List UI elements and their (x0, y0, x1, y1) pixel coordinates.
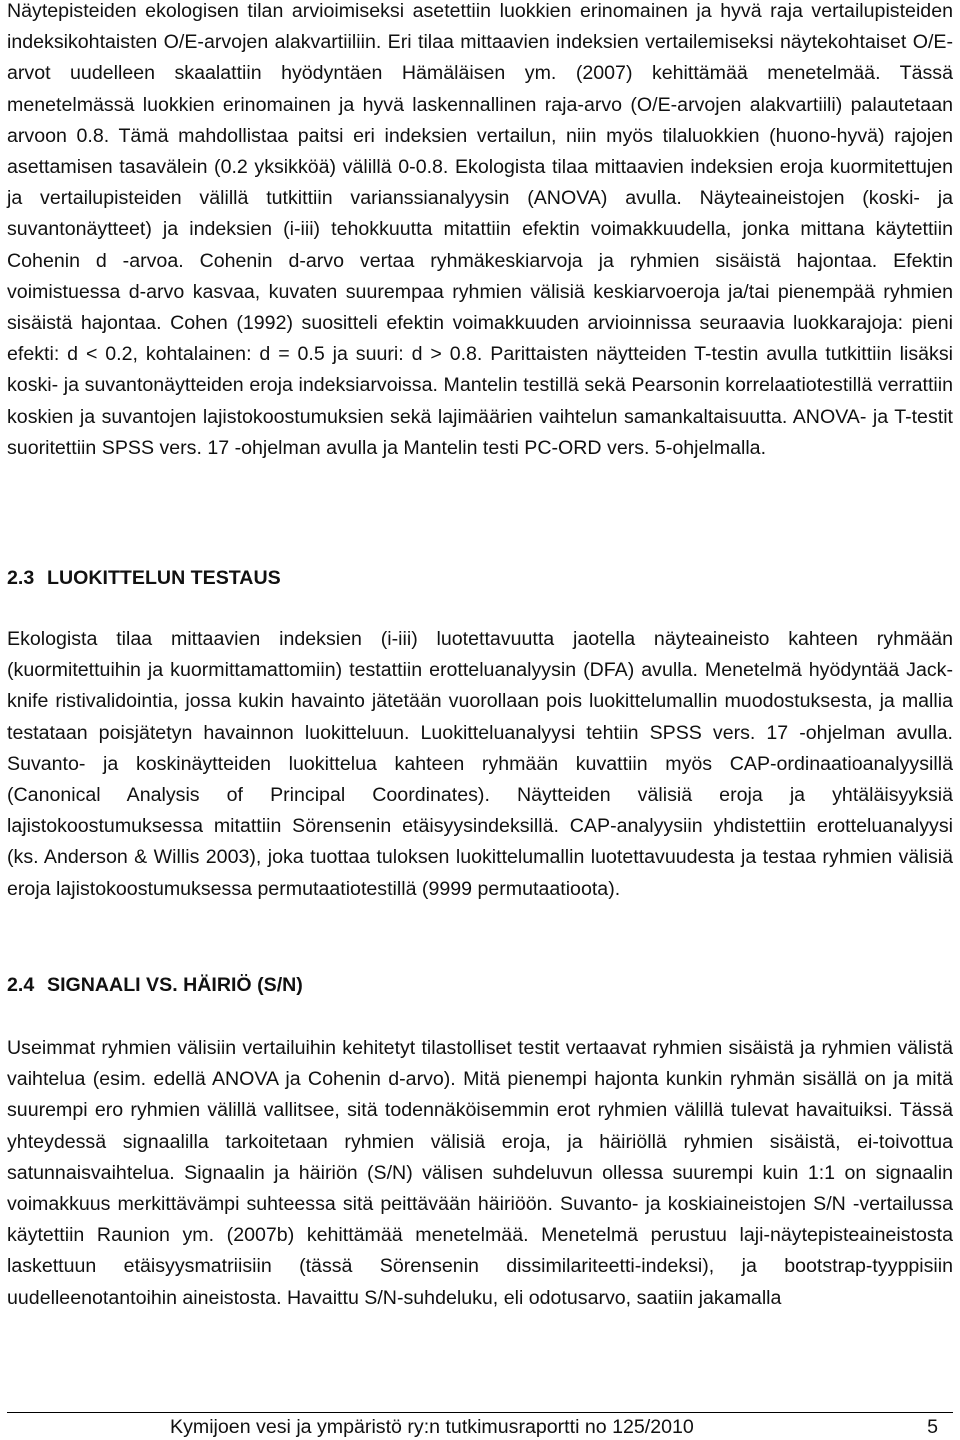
paragraph-signal-noise: Useimmat ryhmien välisiin vertailuihin kehitetyt tilastolliset testit vertaavat ryhmien sisäistä ja ryhmien välistä vaihtelua (esim. edellä ANOVA ja Cohenin d-arvo). Mitä pienempi hajonta kunkin ryhmän sisällä on ja mitä suurempi ero ryhmien välillä vallitsee, sitä todennäköisemmin erot ryhmien välillä tulevat havaituiksi. Tässä yhteydessä signaalilla tarkoitetaan ryhmien välisiä eroja, ja häiriöllä ryhmien sisäistä, ei-toivottua satunnaisvaihtelua. Signaalin ja häiriön (S/N) välisen suhdeluvun ollessa suurempi kuin 1:1 on signaalin voimakkuus merkittävämpi suhteessa sitä peittävään häiriöön. Suvanto- ja koskiaineistojen S/N -vertailussa käytettiin Raunion ym. (2007b) kehittämää menetelmää. Menetelmä perustuu laji-näytepisteaineistosta laskettuun etäisyysmatriisiin (tässä Sörensenin dissimilariteetti-indeksi), ja bootstrap-tyyppisiin uudelleenotantoihin aineistosta. Havaittu S/N-suhdeluku, eli odotusarvo, saatiin jakamalla (7, 1037, 953, 1309)
section-number: 2.4 (7, 974, 35, 996)
page-number: 5 (927, 1416, 938, 1438)
paragraph-methods-continued: Näytepisteiden ekologisen tilan arvioimiseksi asetettiin luokkien erinomainen ja hyvä raja vertailupisteiden indeksikohtaisten O/E-arvojen alakvartiiliin. Eri tilaa mittaavien indeksien vertailemiseksi näytekohtaiset O/E-arvot uudelleen skaalattiin hyödyntäen Hämäläisen ym. (2007) kehittämää menetelmää. Tässä menetelmässä luokkien erinomainen ja hyvä laskennallinen raja-arvo (O/E-arvojen alakvartiili) palautetaan arvoon 0.8. Tämä mahdollistaa paitsi eri indeksien vertailun, niin myös tilaluokkien (huono-hyvä) rajojen asettamisen tasavälein (0.2 yksikköä) välillä 0-0.8. Ekologista tilaa mittaavien indeksien eroja kuormitettujen ja vertailupisteiden välillä tutkittiin varianssianalyysin (ANOVA) avulla. Näyteaineistojen (koski- ja suvantonäytteet) ja indeksien (i-iii) tehokkuutta mitattiin efektin voimakkuudella, jonka mittana käytettiin Cohenin d -arvoa. Cohenin d-arvo vertaa ryhmäkeskiarvoja ja ryhmien sisäistä hajontaa. Efektin voimistuessa d-arvo kasvaa, kuvaten suurempaa ryhmien välisiä keskiarvoeroja ja/tai pienempää ryhmien sisäistä hajontaa. Cohen (1992) suositteli efektin voimakkuuden arvioinnissa seuraavia luokkarajoja: pieni efekti: d < 0.2, kohtalainen: d = 0.5 ja suuri: d > 0.8. Parittaisten näytteiden T-testin avulla tutkittiin lisäksi koski- ja suvantonäytteiden eroja indeksiarvoissa. Mantelin testillä sekä Pearsonin korrelaatiotestillä verrattiin koskien ja suvantojen lajistokoostumuksien sekä lajimäärien vaihtelun samankaltaisuutta. ANOVA- ja T-testit suoritettiin SPSS vers. 17 -ohjelman avulla ja Mantelin testi PC-ORD vers. 5-ohjelmalla. (7, 0, 953, 459)
footer-report-title: Kymijoen vesi ja ympäristö ry:n tutkimusraportti no 125/2010 (170, 1416, 694, 1438)
paragraph-classification-testing: Ekologista tilaa mittaavien indeksien (i-iii) luotettavuutta jaotella näyteaineisto kahteen ryhmään (kuormitettuihin ja kuormittamattomiin) testattiin erotteluanalyysin (DFA) avulla. Menetelmä hyödyntää Jack-knife ristivalidointia, jossa kukin havainto jätetään vuorollaan pois luokittelumallin muodostuksesta, ja mallia testataan poisjätetyn havainnon luokitteluun. Luokitteluanalyysi tehtiin SPSS vers. 17 -ohjelman avulla. Suvanto- ja koskinäytteiden luokittelua kahteen ryhmään kuvattiin myös CAP-ordinaatioanalyysillä (Canonical Analysis of Principal Coordinates). Näytteiden välisiä eroja ja yhtäläisyyksiä lajistokoostumuksessa mitattiin Sörensenin etäisyysindeksillä. CAP-analyysiin yhdistettiin erotteluanalyysi (ks. Anderson & Willis 2003), joka tuottaa tuloksen luokittelumallin luotettavuudesta ja testaa ryhmien välisiä eroja lajistokoostumuksessa permutaatiotestillä (9999 permutaatioota). (7, 628, 953, 900)
section-number: 2.3 (7, 567, 35, 589)
section-title: SIGNAALI VS. HÄIRIÖ (S/N) (47, 974, 303, 996)
section-heading-2-3 (7, 566, 281, 590)
footer-divider (7, 1412, 953, 1413)
section-title: LUOKITTELUN TESTAUS (47, 567, 281, 589)
section-heading-2-4 (7, 973, 303, 997)
